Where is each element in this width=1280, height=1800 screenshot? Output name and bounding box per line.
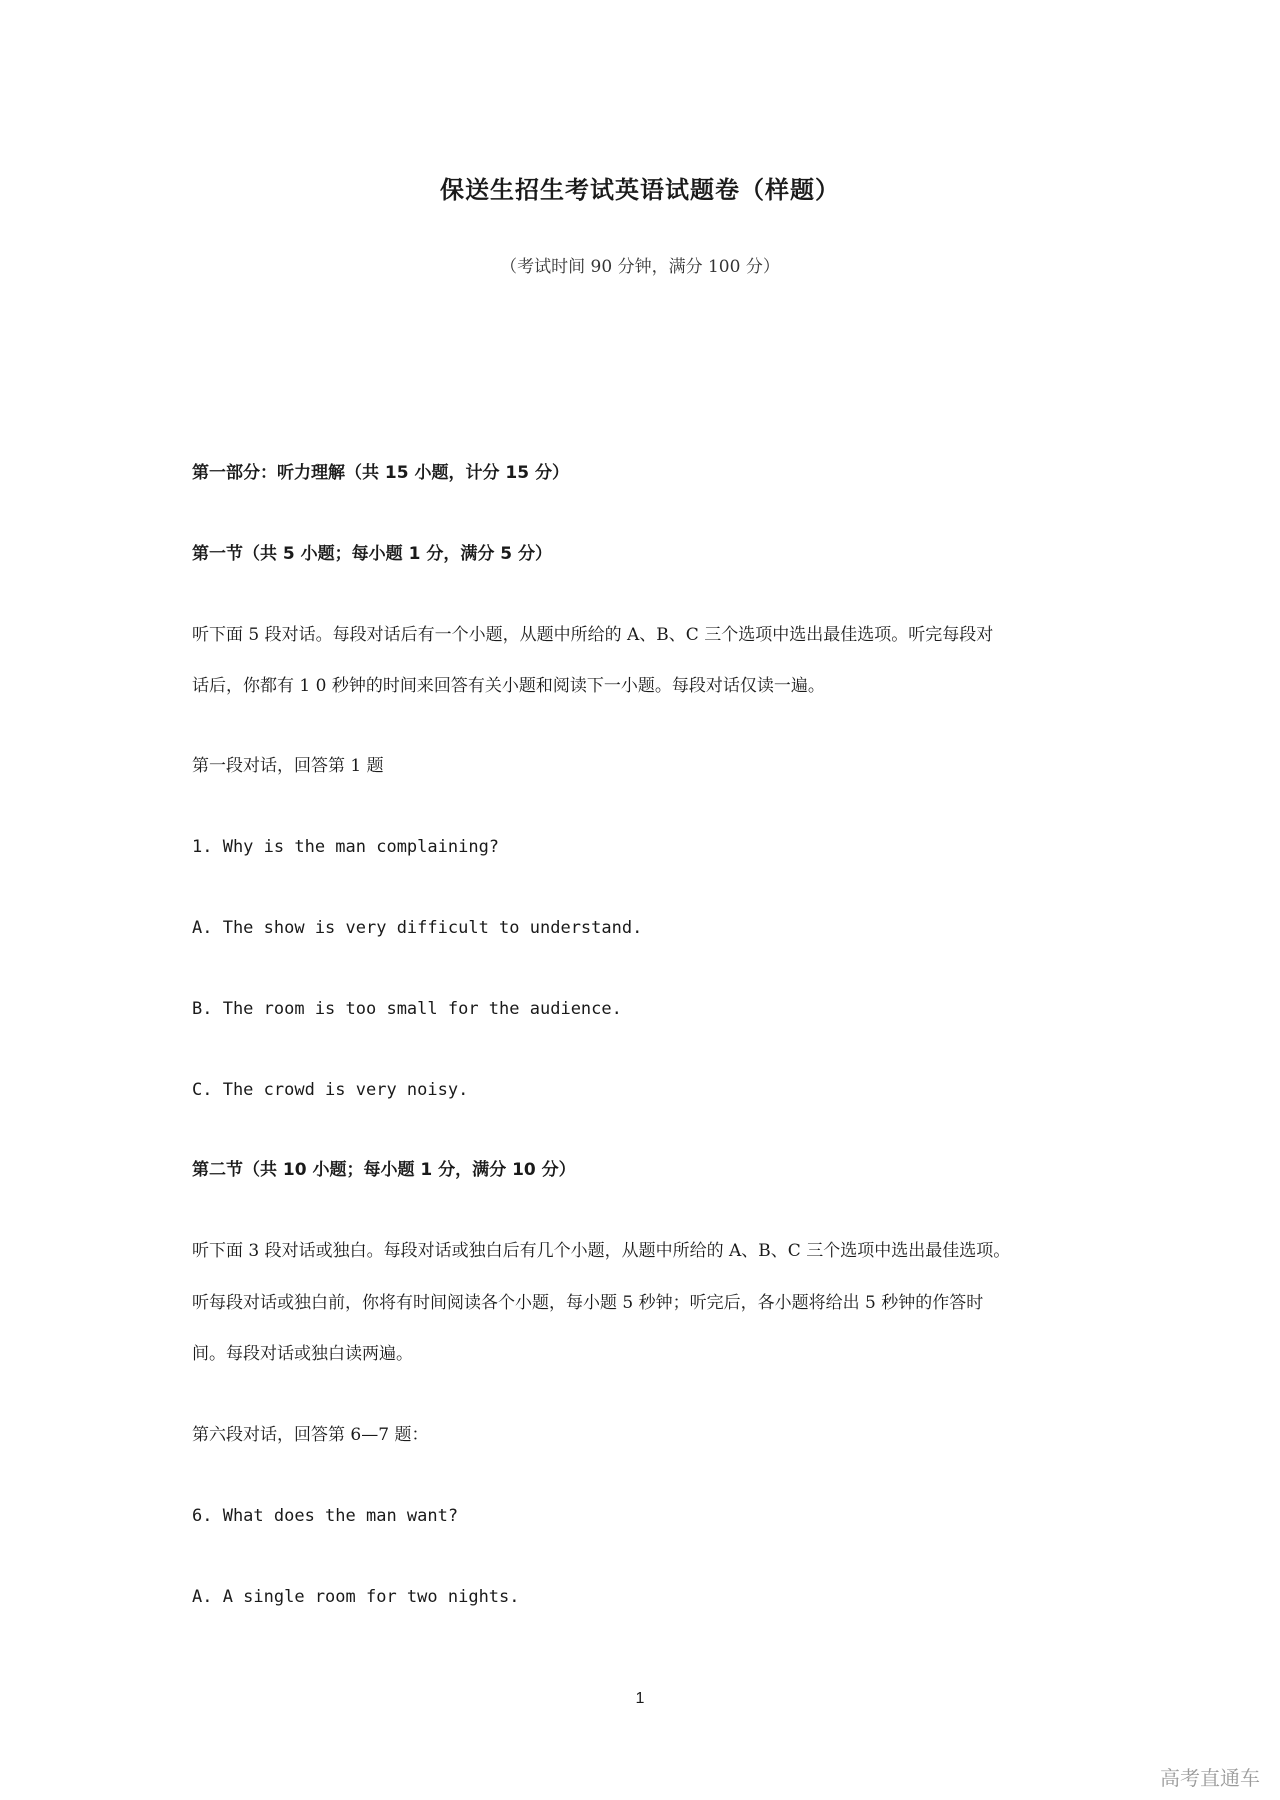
question1-option-b: B. The room is too small for the audience. (192, 999, 622, 1019)
section1-instructions-line2: 话后，你都有 1 0 秒钟的时间来回答有关小题和阅读下一小题。每段对话仅读一遍。 (192, 676, 825, 696)
part1-heading: 第一部分：听力理解（共 15 小题，计分 15 分） (192, 463, 569, 483)
page-number: 1 (635, 1690, 645, 1707)
section2-instructions-line2: 听每段对话或独白前，你将有时间阅读各个小题，每小题 5 秒钟；听完后，各小题将给出 5 秒钟的作答时 (192, 1293, 984, 1313)
question1-stem: 1. Why is the man complaining? (192, 837, 500, 857)
question1-option-c: C. The crowd is very noisy. (192, 1080, 469, 1100)
question1-option-a: A. The show is very difficult to understand. (192, 918, 643, 938)
question6-option-a: A. A single room for two nights. (192, 1587, 520, 1607)
document-title: 保送生招生考试英语试题卷（样题） (440, 176, 840, 204)
section2-heading: 第二节（共 10 小题；每小题 1 分，满分 10 分） (192, 1160, 576, 1180)
section2-instructions-line1: 听下面 3 段对话或独白。每段对话或独白后有几个小题，从题中所给的 A、B、C 三个选项中选出最佳选项。 (192, 1241, 1011, 1261)
section1-instructions-line1: 听下面 5 段对话。每段对话后有一个小题，从题中所给的 A、B、C 三个选项中选出最佳选项。听完每段对 (192, 625, 994, 645)
section2-instructions-line3: 间。每段对话或独白读两遍。 (192, 1344, 413, 1364)
dialogue1-intro: 第一段对话，回答第 1 题 (192, 756, 384, 776)
watermark-text: 高考直通车 (1160, 1766, 1260, 1790)
document-subtitle: （考试时间 90 分钟，满分 100 分） (500, 257, 780, 277)
question6-stem: 6. What does the man want? (192, 1506, 459, 1526)
section1-heading: 第一节（共 5 小题；每小题 1 分，满分 5 分） (192, 544, 552, 564)
dialogue6-intro: 第六段对话，回答第 6—7 题： (192, 1425, 429, 1445)
